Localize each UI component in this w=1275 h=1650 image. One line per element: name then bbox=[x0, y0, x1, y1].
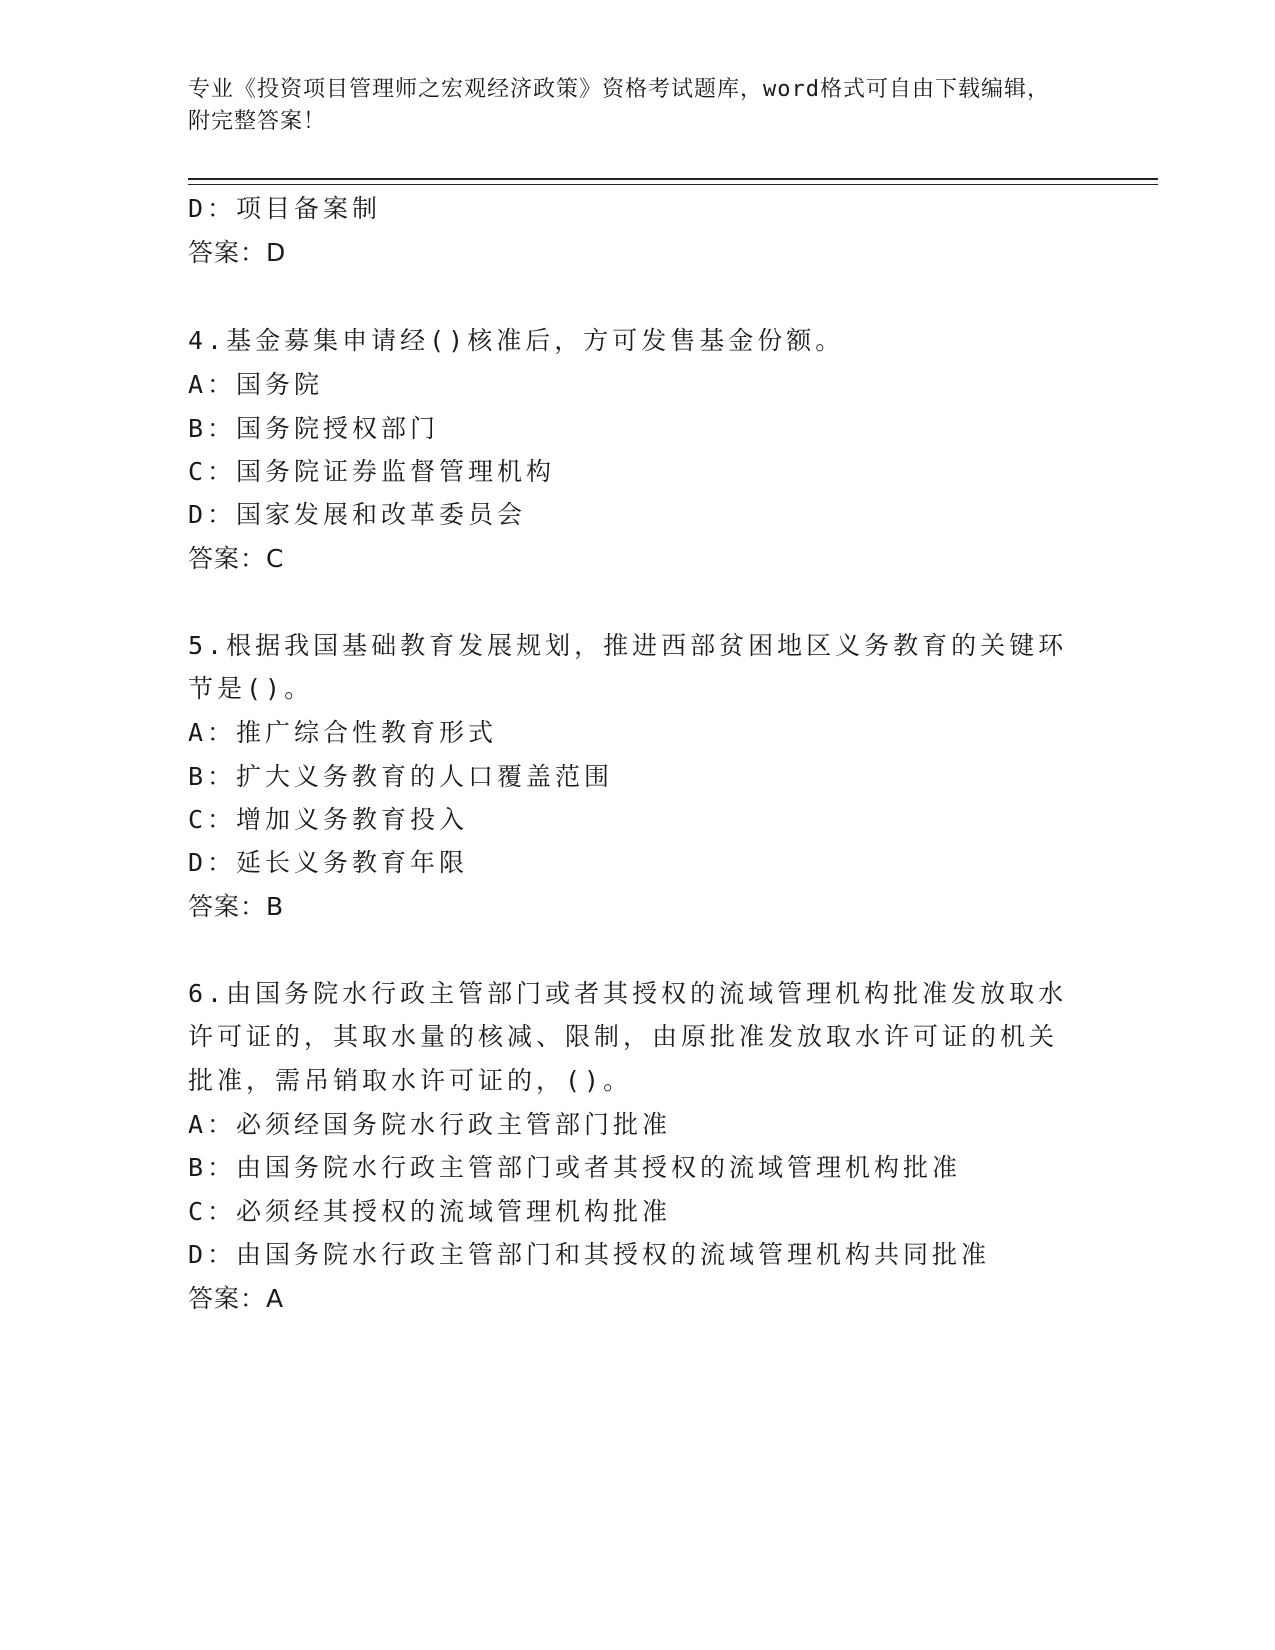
q5-option-c: C：增加义务教育投入 bbox=[188, 805, 469, 834]
q6-option-c: C：必须经其授权的流域管理机构批准 bbox=[188, 1197, 672, 1226]
q6-option-a: A：必须经国务院水行政主管部门批准 bbox=[188, 1110, 672, 1139]
q4-option-c: C：国务院证券监督管理机构 bbox=[188, 457, 556, 486]
q5-option-d: D：延长义务教育年限 bbox=[188, 848, 469, 877]
q6-answer: 答案：A bbox=[188, 1284, 285, 1313]
q6-option-b: B：由国务院水行政主管部门或者其授权的流域管理机构批准 bbox=[188, 1153, 962, 1182]
q6-stem-line-2: 许可证的，其取水量的核减、限制，由原批准发放取水许可证的机关 bbox=[188, 1022, 1059, 1051]
header-divider-thin bbox=[188, 184, 1158, 185]
q4-stem: 4.基金募集申请经()核准后，方可发售基金份额。 bbox=[188, 326, 845, 355]
q3-answer: 答案：D bbox=[188, 238, 287, 267]
q5-stem-line-2: 节是()。 bbox=[188, 674, 314, 703]
q4-answer: 答案：C bbox=[188, 544, 285, 573]
q6-stem-line-1: 6.由国务院水行政主管部门或者其授权的流域管理机构批准发放取水 bbox=[188, 979, 1068, 1008]
q4-option-b: B：国务院授权部门 bbox=[188, 414, 440, 443]
q4-option-d: D：国家发展和改革委员会 bbox=[188, 500, 527, 529]
q6-stem-line-3: 批准，需吊销取水许可证的，()。 bbox=[188, 1066, 633, 1095]
q3-option-d: D：项目备案制 bbox=[188, 194, 382, 223]
header-divider-thick bbox=[188, 178, 1158, 180]
q5-option-b: B：扩大义务教育的人口覆盖范围 bbox=[188, 762, 614, 791]
q5-stem-line-1: 5.根据我国基础教育发展规划，推进西部贫困地区义务教育的关键环 bbox=[188, 631, 1068, 660]
document-header: 专业《投资项目管理师之宏观经济政策》资格考试题库，word格式可自由下载编辑，附完整答案！ bbox=[188, 77, 1050, 134]
q5-option-a: A：推广综合性教育形式 bbox=[188, 718, 498, 747]
q5-answer: 答案：B bbox=[188, 892, 285, 921]
q6-option-d: D：由国务院水行政主管部门和其授权的流域管理机构共同批准 bbox=[188, 1240, 991, 1269]
q4-option-a: A：国务院 bbox=[188, 370, 324, 399]
